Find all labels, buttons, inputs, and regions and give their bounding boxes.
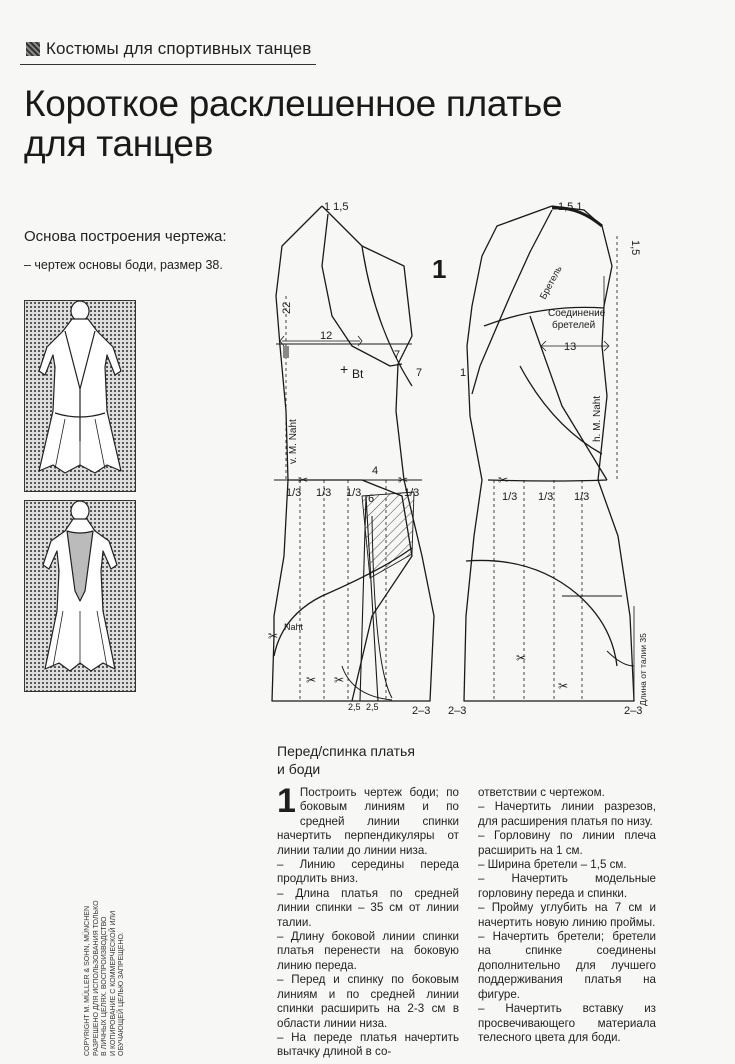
instruction-paragraph: – Начертить вставку из просвечивающего материала телесного цвета для боди. [478, 1002, 656, 1044]
instruction-paragraph: – Начертить бретели; бретели на спинке соединены дополнительно для лучшего поддерживания платья на фигуре. [478, 930, 656, 1001]
instruction-paragraph: – Горловину по линии плеча расширить на 1 см. [478, 829, 656, 857]
back-third-2: 1/3 [538, 491, 554, 503]
back-label-1: 1 [460, 367, 467, 379]
section2-heading [277, 742, 477, 778]
front-bottom-23: 2–3 [412, 705, 431, 716]
instruction-paragraph: – Перед и спинку по боковым линиям и по средней линии спинки расширить на 2-3 см в области линии низа. [277, 973, 459, 1030]
intro-desc: – чертеж основы боди, размер 38. [24, 258, 223, 272]
section2-heading-line-1: Перед/спинка платья [277, 743, 415, 759]
front-dart-7a: 7 [394, 349, 401, 361]
instructions-column-1 [277, 782, 459, 1060]
instruction-paragraph: – Пройму углубить на 7 см и начертить новую линию проймы. [478, 901, 656, 929]
scissors-icon: ✂ [268, 629, 279, 643]
instruction-paragraph: – Начертить модельные горловину переда и спинки. [478, 872, 656, 900]
instruction-paragraph: – На переде платья начертить вытачку длиной в со- [277, 1030, 459, 1059]
scissors-icon: ✂ [398, 473, 409, 487]
front-seam-label: v. M. Naht [288, 419, 299, 464]
scissors-icon: ✂ [498, 473, 509, 487]
back-top-label: 1,5 1 [558, 201, 583, 213]
back-bottom-23-right: 2–3 [624, 705, 643, 716]
back-seam-label: h. M. Naht [592, 395, 603, 442]
instruction-paragraph: – Линию середины переда продлить вниз. [277, 858, 459, 886]
back-armhole-new [520, 366, 602, 454]
front-third-4: 1/3 [404, 487, 420, 499]
scissors-icon: ✂ [516, 651, 527, 665]
back-strap-join-2: бретелей [552, 320, 596, 331]
front-third-1: 1/3 [286, 487, 302, 499]
front-bottom-a: 2,5 [348, 702, 361, 712]
scissors-icon: ✂ [334, 673, 345, 687]
section-title: Костюмы для спортивных танцев [46, 39, 312, 58]
back-third-3: 1/3 [574, 491, 590, 503]
back-strap-join-1: Соединение [548, 308, 606, 319]
step-number: 1 [277, 782, 296, 820]
front-naht: Naht [284, 622, 304, 632]
section-square-icon [26, 42, 40, 56]
back-side-15: 1,5 [629, 240, 641, 256]
instruction-paragraph: – Длина платья по средней линии спинки – 35 см от линии талии. [277, 886, 459, 929]
figure-number: 1 [432, 254, 447, 284]
title-line-2: для танцев [24, 123, 214, 164]
front-bt-mark: + [340, 361, 349, 377]
front-side-22: 22 [281, 301, 293, 314]
copyright-notice: COPYRIGHT M. MÜLLER & SOHN, MÜNCHEN РАЗРЕШЕНО ДЛЯ ИСПОЛЬЗОВАНИЯ ТОЛЬКО В ЛИЧНЫХ ЦЕЛЯХ. ВОСПРОИЗВОДСТВО И КОПИРОВАНИЕ С КОММЕРЧЕСКОЙ ИЛИ ОБУЧАЮЩЕЙ ЦЕЛЬЮ ЗАПРЕЩЕНО. [84, 900, 126, 1056]
front-bottom-b: 2,5 [366, 702, 379, 712]
back-flare-curve [466, 560, 617, 666]
front-width-12: 12 [320, 330, 333, 342]
page-title [24, 84, 584, 164]
back-length-note: Длина от талии 35 [638, 633, 648, 706]
back-third-1: 1/3 [502, 491, 518, 503]
front-bt-label: Bt [352, 367, 364, 381]
title-line-1: Короткое расклешенное платье [24, 83, 563, 124]
front-dart-7b: 7 [416, 367, 423, 379]
instructions-column-2 [478, 786, 656, 1045]
fashion-figure-front [24, 300, 136, 492]
back-width-13: 13 [564, 341, 577, 353]
front-label-6: 6 [368, 493, 375, 505]
front-label-4: 4 [372, 465, 379, 477]
pattern-drawing [262, 196, 662, 716]
scissors-icon: ✂ [306, 673, 317, 687]
instruction-paragraph: – Начертить линии разрезов, для расширения платья по низу. [478, 800, 656, 828]
back-strap-label: Бретель [537, 264, 565, 302]
instruction-paragraph: – Длину боковой линии спинки платья перенести на боковую линию переда. [277, 930, 459, 972]
section2-heading-line-2: и боди [277, 761, 321, 777]
instruction-paragraph: – Ширина бретели – 1,5 см. [478, 858, 627, 872]
front-third-3: 1/3 [346, 487, 362, 499]
scissors-icon: ✂ [558, 679, 569, 693]
front-top-label: 1 1,5 [324, 201, 349, 213]
instruction-paragraph: Построить чертеж боди; по боковым линиям и по средней линии спинки начертить перпендикуляры от линии талии до линии низа. [277, 786, 459, 857]
instruction-paragraph: ответствии с чертежом. [478, 786, 605, 799]
fashion-figure-back [24, 500, 136, 692]
back-bottom-23-left: 2–3 [448, 705, 467, 716]
scissors-icon: ✂ [298, 473, 309, 487]
intro-heading: Основа построения чертежа: [24, 228, 227, 245]
section-header [20, 38, 316, 65]
back-neckline [472, 210, 552, 394]
back-insert [488, 316, 607, 481]
front-third-2: 1/3 [316, 487, 332, 499]
